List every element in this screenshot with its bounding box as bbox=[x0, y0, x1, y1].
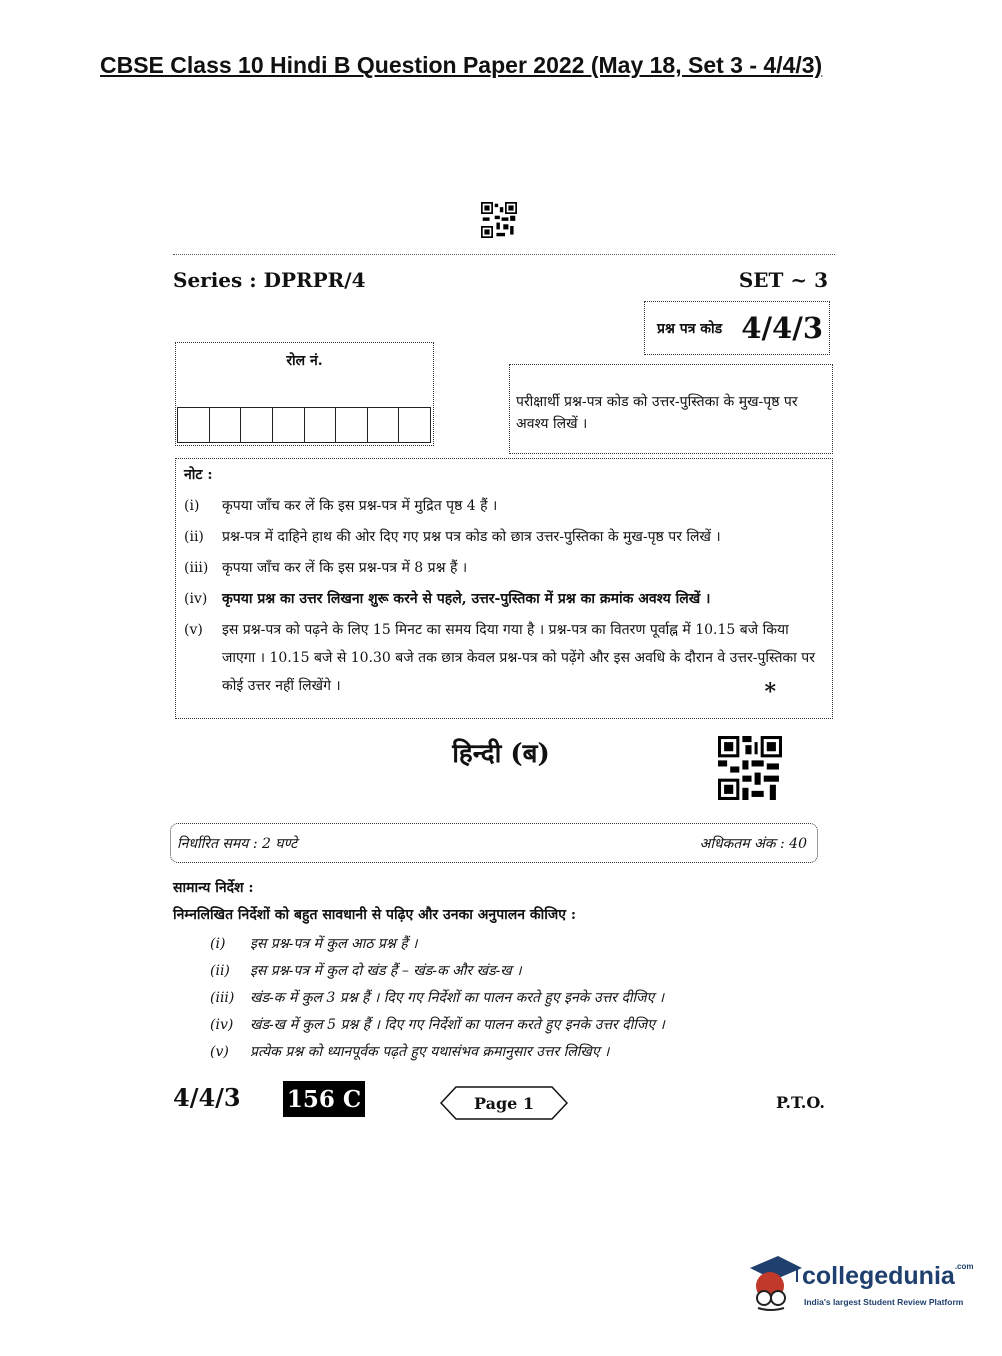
please-turn-over: P.T.O. bbox=[776, 1093, 825, 1112]
item-text: खंड-क में कुल 3 प्रश्न हैं । दिए गए निर्देशों का पालन करते हुए इनके उत्तर दीजिए । bbox=[250, 990, 665, 1006]
collegedunia-logo-icon bbox=[744, 1254, 802, 1312]
note-number: (iv) bbox=[184, 591, 208, 607]
collegedunia-tagline: India's largest Student Review Platform bbox=[804, 1297, 964, 1307]
note-item bbox=[184, 616, 822, 700]
list-item bbox=[210, 958, 665, 985]
item-number: (iii) bbox=[210, 990, 235, 1006]
roll-cell bbox=[240, 407, 273, 443]
logo-domain: .com bbox=[954, 1262, 974, 1271]
note-item bbox=[184, 585, 822, 613]
list-item bbox=[210, 1012, 665, 1039]
star-mark: * bbox=[764, 679, 776, 705]
roll-cell bbox=[367, 407, 400, 443]
item-number: (i) bbox=[210, 936, 226, 952]
note-number: (iii) bbox=[184, 560, 209, 576]
divider bbox=[173, 254, 835, 255]
series: Series : DPRPR/4 bbox=[173, 268, 366, 292]
time-allowed: निर्धारित समय : 2 घण्टे bbox=[177, 835, 298, 852]
item-text: इस प्रश्न-पत्र में कुल आठ प्रश्न हैं । bbox=[250, 936, 418, 952]
header-title: CBSE Class 10 Hindi B Question Paper 2022 (May 18, Set 3 - 4/4/3) bbox=[100, 52, 823, 78]
item-number: (v) bbox=[210, 1044, 229, 1060]
roll-cell bbox=[177, 407, 210, 443]
roll-cell bbox=[272, 407, 305, 443]
note-text: कृपया प्रश्न का उत्तर लिखना शुरू करने से पहले, उत्तर-पुस्तिका में प्रश्न का क्रमांक अवश्य लिखें । bbox=[222, 591, 711, 607]
qr-code-icon bbox=[718, 736, 782, 800]
list-item bbox=[210, 1039, 665, 1066]
list-item bbox=[210, 985, 665, 1012]
maximum-marks: अधिकतम अंक : 40 bbox=[699, 835, 807, 852]
set-number: SET ~ 3 bbox=[738, 268, 828, 292]
question-paper-code-box bbox=[644, 301, 830, 355]
note-box bbox=[175, 458, 833, 719]
list-item bbox=[210, 931, 665, 958]
candidate-instruction: परीक्षार्थी प्रश्न-पत्र कोड को उत्तर-पुस्तिका के मुख-पृष्ठ पर अवश्य लिखें । bbox=[509, 364, 833, 454]
item-number: (ii) bbox=[210, 963, 230, 979]
note-number: (i) bbox=[184, 498, 200, 514]
time-marks-box bbox=[170, 823, 818, 863]
note-number: (v) bbox=[184, 622, 203, 638]
note-item bbox=[184, 523, 822, 551]
note-item bbox=[184, 554, 822, 582]
footer-paper-code: 4/4/3 bbox=[173, 1083, 241, 1112]
page-number: Page 1 bbox=[473, 1093, 535, 1113]
note-text: प्रश्न-पत्र में दाहिने हाथ की ओर दिए गए प्रश्न पत्र कोड को छात्र उत्तर-पुस्तिका के मुख-पृष्ठ पर लिखें । bbox=[222, 529, 721, 545]
general-instructions-subtitle: निम्नलिखित निर्देशों को बहुत सावधानी से पढ़िए और उनका अनुपालन कीजिए : bbox=[173, 907, 577, 923]
roll-cell bbox=[398, 407, 431, 443]
general-instructions-title: सामान्य निर्देश : bbox=[173, 880, 254, 896]
note-title: नोट : bbox=[184, 467, 213, 483]
code-value: 4/4/3 bbox=[741, 311, 823, 345]
roll-label: रोल नं. bbox=[286, 353, 323, 369]
item-number: (iv) bbox=[210, 1017, 234, 1033]
roll-number-box bbox=[175, 342, 434, 446]
collegedunia-logo-text bbox=[802, 1262, 973, 1291]
item-text: प्रत्येक प्रश्न को ध्यानपूर्वक पढ़ते हुए यथासंभव क्रमानुसार उत्तर लिखिए । bbox=[250, 1044, 610, 1060]
code-label: प्रश्न पत्र कोड bbox=[657, 320, 723, 337]
note-text: कृपया जाँच कर लें कि इस प्रश्न-पत्र में 8 प्रश्न हैं । bbox=[222, 560, 468, 576]
roll-cell bbox=[335, 407, 368, 443]
note-text: इस प्रश्न-पत्र को पढ़ने के लिए 15 मिनट का समय दिया गया है । प्रश्न-पत्र का वितरण पूर्वाह्न में 10.15 बजे किया जाएगा । 10.15 बजे से 10.30 बजे तक छात्र केवल प्रश्न-पत्र को पढ़ेंगे और इस अवधि के दौरान वे उत्तर-पुस्तिका पर कोई उत्तर नहीं लिखेंगे । bbox=[222, 622, 815, 694]
general-instructions-list bbox=[210, 931, 665, 1066]
qr-code-icon bbox=[481, 202, 517, 238]
subject-title: हिन्दी (ब) bbox=[452, 739, 550, 769]
roll-cell bbox=[209, 407, 242, 443]
roll-cell bbox=[304, 407, 337, 443]
item-text: खंड-ख में कुल 5 प्रश्न हैं । दिए गए निर्देशों का पालन करते हुए इनके उत्तर दीजिए । bbox=[250, 1017, 665, 1033]
note-text: कृपया जाँच कर लें कि इस प्रश्न-पत्र में मुद्रित पृष्ठ 4 हैं । bbox=[222, 498, 498, 514]
roll-number-cells bbox=[178, 407, 431, 443]
item-text: इस प्रश्न-पत्र में कुल दो खंड हैं – खंड-क और खंड-ख । bbox=[250, 963, 522, 979]
note-item bbox=[184, 492, 822, 520]
logo-name: collegedunia bbox=[802, 1262, 955, 1290]
note-number: (ii) bbox=[184, 529, 204, 545]
footer-black-code: 156 C bbox=[283, 1081, 365, 1117]
